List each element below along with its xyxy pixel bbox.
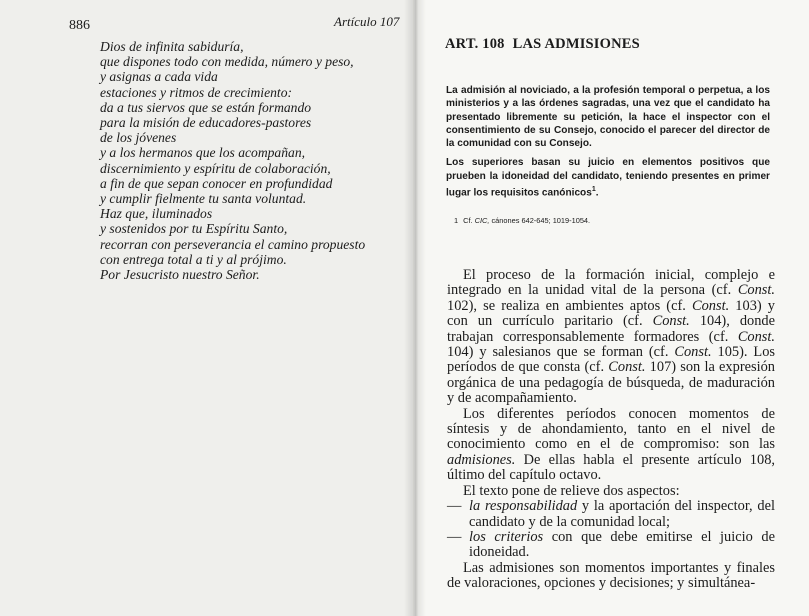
statute-text <box>446 84 770 206</box>
prayer-line: con entrega total a ti y al prójimo. <box>100 251 287 267</box>
statute-paragraph: Los superiores basan su juicio en elementos positivos que prueben la idoneidad del candidato, teniendo presentes en primer lugar los requisitos canónicos$^1$. <box>446 157 770 199</box>
prayer-line: para la misión de educadores-pastores <box>100 115 312 131</box>
commentary-paragraph: El texto pone de relieve dos aspectos: <box>463 482 680 499</box>
list-item: — los criterios con que debe emitirse el juicio de idoneidad. <box>447 528 775 561</box>
prayer <box>100 39 365 282</box>
prayer-line: recorran con perseverancia el camino propuesto <box>100 236 366 252</box>
prayer-line: y cumplir fielmente tu santa voluntad. <box>100 191 307 207</box>
commentary <box>447 268 775 592</box>
footnote-reference[interactable]: 1 <box>591 186 596 194</box>
prayer-line: y a los hermanos que los acompañan, <box>100 145 306 161</box>
article-heading <box>445 36 640 53</box>
footnote-number: 1 <box>454 216 459 225</box>
list-item: — la responsabilidad y la aportación del inspector, del candidato y de la comunidad local; <box>447 498 775 530</box>
prayer-line: Haz que, iluminados <box>100 206 213 222</box>
statute-paragraph: La admisión al noviciado, a la profesión temporal o perpetua, a los ministerios y a las órdenes sagradas, una vez que el candidato ha presentado libremente su petición, la hace el inspector con el consentimiento de su Consejo, conocido el parecer del director de la comunidad con su Consejo. <box>446 85 770 150</box>
commentary-paragraph: Las admisiones son momentos importantes y finales de valoraciones, opciones y decisiones; y simultánea- <box>447 559 775 592</box>
page-number: 886 <box>69 18 90 33</box>
prayer-line: a fin de que sepan conocer en profundidad <box>100 175 333 191</box>
prayer-line: da a tus siervos que se están formando <box>100 99 312 115</box>
book-gutter <box>404 0 426 616</box>
commentary-paragraph: El proceso de la formación inicial, complejo e integrado en la unidad vital de la persona (cf. Const. 102), se realiza en ambientes aptos (cf. Const. 103) y con un currículo paritario (cf. Const. 104), donde trabajan corresponsablemente formadores (cf. Const. 104) y salesianos que se forman (cf. Const. 105). Los períodos de que consta (cf. Const. 107) son la expresión orgánica de una pedagogía de búsqueda, de maduración y de acompañamiento. <box>447 267 775 407</box>
article-number: ART. 108 <box>445 36 505 52</box>
running-head: Artículo 107 <box>334 14 400 29</box>
prayer-line: Por Jesucristo nuestro Señor. <box>100 267 260 283</box>
prayer-line: Dios de infinita sabiduría, <box>100 39 244 54</box>
prayer-line: y asignas a cada vida <box>100 69 218 85</box>
prayer-line: que dispones todo con medida, número y peso, <box>100 54 354 70</box>
footnote: 1 Cf. CIC, cánones 642-645; 1019-1054. <box>454 216 591 225</box>
article-title: LAS ADMISIONES <box>512 36 640 52</box>
aspects-list <box>447 499 775 561</box>
prayer-line: discernimiento y espíritu de colaboración, <box>100 160 331 176</box>
commentary-paragraph: Los diferentes períodos conocen momentos de síntesis y de ahondamiento, tanto en el nivel de conocimiento como en el de compromiso: son las admisiones. De ellas habla el presente artículo 108, último del capítulo octavo. <box>447 405 775 484</box>
prayer-line: de los jóvenes <box>100 130 177 146</box>
prayer-line: y sostenidos por tu Espíritu Santo, <box>100 221 288 237</box>
prayer-line: estaciones y ritmos de crecimiento: <box>100 84 293 100</box>
